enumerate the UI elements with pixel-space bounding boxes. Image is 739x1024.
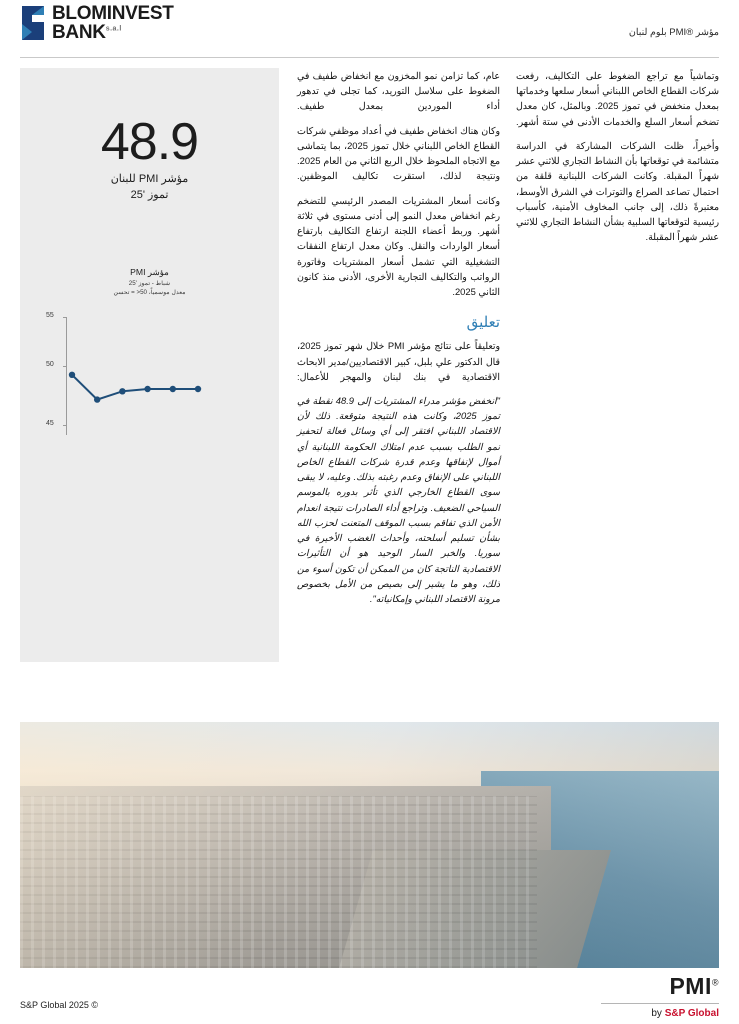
chart-title xyxy=(20,266,279,297)
page-header xyxy=(0,0,739,58)
chart-ytick-55: 55 xyxy=(46,312,54,320)
beirut-skyline-photo xyxy=(20,722,719,968)
sp-global-logo: S&P Global xyxy=(664,1008,719,1019)
pmi-caption-line-2: تموز '25 xyxy=(130,188,169,201)
commentary-heading: تعليق xyxy=(466,314,500,332)
blominvest-bank-logo xyxy=(20,4,174,43)
registered-mark-icon: ® xyxy=(711,977,719,988)
text-column-middle xyxy=(297,68,500,615)
paragraph: وتماشياً مع تراجع الضغوط على التكاليف، رفعت شركات القطاع الخاص اللبناني أسعار سلعها وخدماتها بمعدل منخفض في تموز 2025. وبالمثل، كان معدل تضخم أسعار السلع والخدمات الأدنى في ستة أشهر. xyxy=(516,70,720,127)
pmi-logo-text: PMI xyxy=(669,973,712,999)
pmi-chart xyxy=(20,266,279,466)
logo-line-1: BLOMINVEST xyxy=(52,3,174,24)
chart-subtitle-2: معدل موسمياً، 50< = تحسن xyxy=(113,289,186,297)
pmi-caption-line-1: مؤشر PMI للبنان xyxy=(110,173,189,185)
footer-copyright: S&P Global 2025 © xyxy=(20,1000,99,1010)
header-divider xyxy=(20,57,719,58)
document-header-title: مؤشر ®PMI بلوم لنبان xyxy=(628,27,719,38)
paragraph: وأخيراً، ظلت الشركات المشاركة في الدراسة متشائمة في توقعاتها بأن النشاط التجاري للاثني عشر شهراً المقبلة. وكانت الشركات اللبنانية قلقة من احتمال تصاعد الصراع والتوترات في الشرق الأوسط، معتبرةً ذلك، إلى جانب المخاوف الأمنية، كأسباب رئيسية لتوقعاتها السلبية بشأن النشاط التجاري للاثني عشر شهراً المقبلة. xyxy=(516,139,719,243)
pmi-headline-value: 48.9 xyxy=(100,113,199,171)
logo-line-2-text: BANK xyxy=(52,22,106,44)
paragraph: وتعليقاً على نتائج مؤشر PMI خلال شهر تموز 2025، قال الدكتور علي بلبل، كبير الاقتصاديين/مدير الابحاث الاقتصادية في بنك لبنان والمهجر للأعمال: xyxy=(297,340,500,382)
photo-haze-overlay xyxy=(20,722,719,968)
footer-by-word: by xyxy=(651,1008,662,1019)
paragraph: عام، كما تزامن نمو المخزون مع انخفاض طفيف في الضغوط على سلاسل التوريد، كما تجلى في تدهور أداء الموردين بمعدل طفيف. xyxy=(297,70,500,112)
blom-logo-icon xyxy=(20,6,46,40)
chart-ytick-50: 50 xyxy=(46,361,54,369)
paragraph: وكان هناك انخفاض طفيف في أعداد موظفي شركات القطاع الخاص اللبناني خلال تموز 2025، بما يتماشى مع الاتجاه الملحوظ خلال الربع الثاني من العام 2025. ونتيجة لذلك، استقرت تكاليف الموظفين. xyxy=(297,124,500,182)
pmi-headline-caption xyxy=(20,172,279,204)
chart-subtitle-1: شباط - تموز '25 xyxy=(128,279,171,287)
chart-ytick-45: 45 xyxy=(46,420,54,428)
pmi-logo xyxy=(601,975,719,998)
text-column-right xyxy=(516,68,719,254)
footer-divider xyxy=(601,1003,719,1004)
commentary-quote: "انخفض مؤشر مدراء المشتريات إلى 48.9 نقطة في تموز 2025، وكانت هذه النتيجة متوقعة. ذلك لأن الاقتصاد اللبناني افتقر إلى أي وسائل فعالة لتحفيز نمو الطلب بسبب عدم امتلاك الحكومة اللبنانية أي أموال لإنفاقها وعدم قدرة شركات القطاع الخاص اللبناني على الإنفاق وعدم رغبته بذلك. وعليه، لا يبقى سوى القطاع الخارجي الذي تأثر بدوره بالموسم السياحي الضعيف. وتراجع أداء الصادرات نتيجة انعدام الأمن الذي تفاقم بسبب الموقف المتعنت لحزب الله بشأن تسليم أسلحته، وأحداث الغضب الأخيرة في سوريا. والخبر السار الوحيد هو أن التأثيرات الاقتصادية الناتجة كان من الممكن أن تكون أسوء من ذلك، وهو ما يشير إلى بصيص من الأمل بخصوص مرونة الاقتصاد اللبناني وإمكانياته". xyxy=(297,394,500,605)
pmi-stats-panel xyxy=(20,68,279,662)
footer-by-line xyxy=(601,1008,719,1019)
paragraph: وكانت أسعار المشتريات المصدر الرئيسي للتضخم رغم انخفاض معدل النمو إلى أدنى مستوى في ثلاثة أشهر. وربط أعضاء اللجنة ارتفاع التكاليف بارتفاع أسعار الواردات والنقل. وكان معدل ارتفاع النفقات التشغيلية التي تشمل أسعار المشتريات وفاتورة الرواتب والتكاليف التجارية الأخرى، الأدنى منذ كانون الثاني 2025. xyxy=(297,194,500,298)
chart-series-line xyxy=(20,307,279,447)
chart-plot-area xyxy=(20,307,279,447)
logo-sal: s.a.l xyxy=(105,26,122,34)
chart-title-text: مؤشر PMI xyxy=(130,267,169,277)
logo-line-2 xyxy=(52,23,174,42)
logo-wordmark xyxy=(52,4,174,43)
footer-branding xyxy=(601,975,719,1019)
